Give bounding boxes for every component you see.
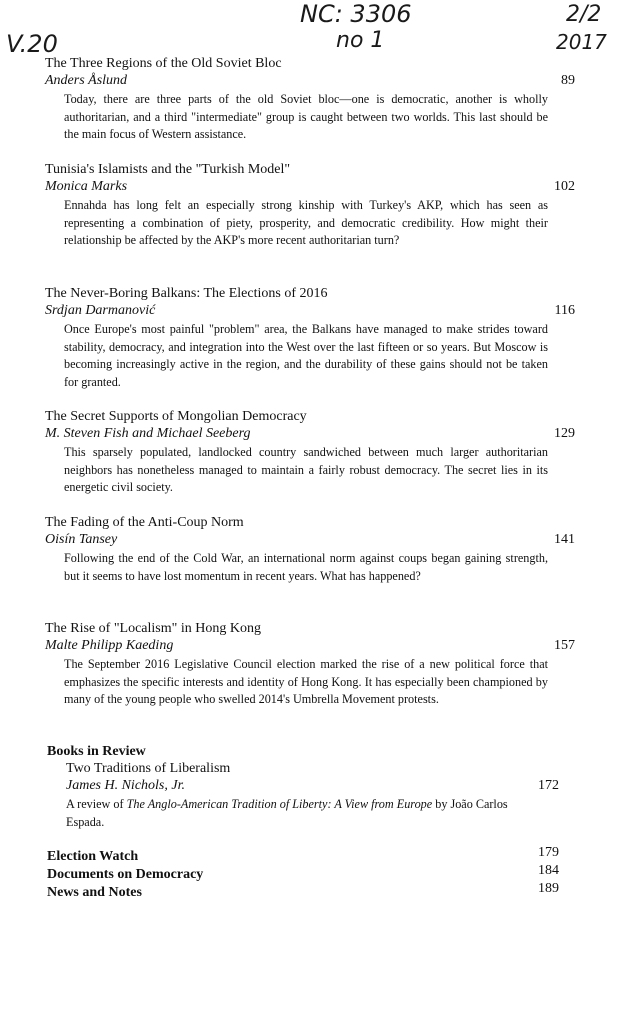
article-title: The Secret Supports of Mongolian Democracy	[45, 409, 307, 424]
back-matter-item	[47, 863, 559, 884]
toc-entry	[45, 55, 575, 144]
reviewed-book-title: The Anglo-American Tradition of Liberty: A View from Europe	[126, 797, 433, 811]
back-matter-label: News and Notes	[47, 885, 142, 900]
article-abstract: Ennahda has long felt an especially strong kinship with Turkey's AKP, which has seen as representing a combination of piety, prosperity, and democratic credibility. How might their relationship be affected by the AKP's more recent authoritarian turn?	[64, 198, 548, 247]
article-title: The Three Regions of the Old Soviet Bloc	[45, 56, 282, 71]
toc-entry	[45, 514, 575, 585]
review-description	[66, 796, 536, 831]
section-heading: Books in Review	[47, 744, 146, 759]
review-title: Two Traditions of Liberalism	[66, 761, 231, 776]
article-title: The Never-Boring Balkans: The Elections of 2016	[45, 286, 328, 301]
article-abstract: This sparsely populated, landlocked country sandwiched between much larger authoritarian neighbors has nonetheless managed to maintain a fairly robust democracy. The secret lies in its energetic civil society.	[64, 445, 548, 494]
handwritten-issue-number: no 1	[336, 28, 385, 53]
article-author: Oisín Tansey	[45, 532, 118, 547]
page-number: 157	[554, 638, 575, 653]
page-number: 189	[538, 881, 559, 896]
article-author: Monica Marks	[45, 179, 128, 194]
handwritten-date-top: 2/2	[566, 2, 602, 27]
article-abstract: Following the end of the Cold War, an international norm against coups began gaining strength, but it seems to have lost momentum in recent years. What has happened?	[64, 551, 548, 583]
page-number: 179	[538, 845, 559, 860]
books-in-review	[47, 743, 559, 831]
page-number: 102	[554, 179, 575, 194]
back-matter-label: Election Watch	[47, 849, 139, 864]
handwritten-catalog-number: NC: 3306	[300, 0, 412, 28]
article-author: Malte Philipp Kaeding	[45, 638, 174, 653]
article-abstract: Today, there are three parts of the old Soviet bloc—one is democratic, another is wholly authoritarian, and a third "intermediate" group is caught between two worlds. This last should be the main focus of Western assistance.	[64, 92, 548, 141]
toc-entry	[45, 285, 575, 391]
handwritten-volume-mark: V.20	[6, 30, 58, 58]
back-matter-item	[47, 845, 559, 866]
article-author: M. Steven Fish and Michael Seeberg	[45, 426, 251, 441]
page-number: 141	[554, 532, 575, 547]
page-number: 89	[561, 73, 575, 88]
article-author: Srdjan Darmanović	[45, 303, 156, 318]
article-author: Anders Åslund	[45, 73, 128, 88]
article-title: The Fading of the Anti-Coup Norm	[45, 515, 244, 530]
article-title: Tunisia's Islamists and the "Turkish Model"	[45, 162, 291, 177]
handwritten-date-bottom: 2017	[556, 30, 607, 54]
page-number: 172	[538, 778, 559, 793]
article-abstract: The September 2016 Legislative Council election marked the rise of a new political force that emphasizes the specific interests and identity of Hong Kong. It has especially been championed by many of the young people who swelled 2014's Umbrella Movement protests.	[64, 657, 548, 706]
article-abstract: Once Europe's most painful "problem" area, the Balkans have managed to make strides toward stability, democracy, and integration into the West over the last fifteen or so years. But Moscow is becoming increasingly active in the region, and the durability of these gains should not be taken for granted.	[64, 322, 548, 389]
back-matter-item	[47, 881, 559, 902]
toc-entry	[45, 161, 575, 250]
toc-entry	[45, 408, 575, 497]
page-number: 129	[554, 426, 575, 441]
back-matter-label: Documents on Democracy	[47, 867, 204, 882]
review-author: James H. Nichols, Jr.	[66, 778, 185, 793]
page-number: 116	[554, 303, 575, 318]
toc-entry	[45, 620, 575, 709]
page-number: 184	[538, 863, 559, 878]
review-suffix: by João Carlos Espada.	[66, 797, 508, 829]
article-title: The Rise of "Localism" in Hong Kong	[45, 621, 261, 636]
review-prefix: A review of	[66, 797, 127, 811]
